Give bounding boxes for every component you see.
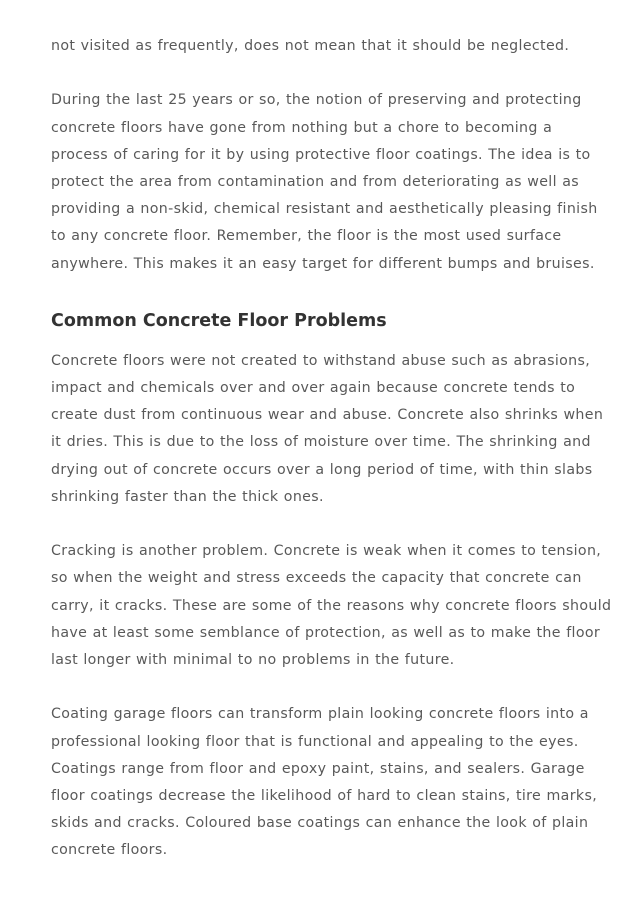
text-line: last longer with minimal to no problems in the future. bbox=[51, 652, 455, 669]
text-line: Cracking is another problem. Concrete is weak when it comes to tension, bbox=[51, 543, 602, 560]
paragraph-gap bbox=[51, 60, 591, 87]
text-line: anywhere. This makes it an easy target for different bumps and bruises. bbox=[51, 255, 595, 272]
text-line: impact and chemicals over and over again because concrete tends to bbox=[51, 380, 576, 397]
text-line: create dust from continuous wear and abuse. Concrete also shrinks when bbox=[51, 407, 604, 424]
text-line: Coating garage floors can transform plain looking concrete floors into a bbox=[51, 706, 589, 723]
text-line: floor coatings decrease the likelihood of hard to clean stains, tire marks, bbox=[51, 788, 598, 805]
text-line: professional looking floor that is functional and appealing to the eyes. bbox=[51, 733, 579, 750]
paragraph-intro-end bbox=[51, 33, 591, 60]
text-line: skids and cracks. Coloured base coatings can enhance the look of plain bbox=[51, 815, 589, 832]
text-line: During the last 25 years or so, the notion of preserving and protecting bbox=[51, 92, 582, 109]
paragraph-coatings bbox=[51, 701, 598, 864]
heading-spacer bbox=[51, 278, 591, 308]
text-line: concrete floors. bbox=[51, 842, 168, 859]
text-line: Concrete floors were not created to withstand abuse such as abrasions, bbox=[51, 352, 591, 369]
text-line: drying out of concrete occurs over a long period of time, with thin slabs bbox=[51, 461, 593, 478]
paragraph-gap bbox=[51, 511, 591, 538]
text-line: shrinking faster than the thick ones. bbox=[51, 488, 324, 505]
text-line: process of caring for it by using protective floor coatings. The idea is to bbox=[51, 146, 591, 163]
paragraph-problems bbox=[51, 348, 604, 511]
text-line: have at least some semblance of protection, as well as to make the floor bbox=[51, 624, 601, 641]
paragraph-cracking bbox=[51, 538, 612, 674]
paragraph-preserving bbox=[51, 87, 598, 277]
paragraph-gap bbox=[51, 674, 591, 701]
text-line: so when the weight and stress exceeds the capacity that concrete can bbox=[51, 570, 582, 587]
heading-spacer bbox=[51, 335, 591, 348]
text-line: concrete floors have gone from nothing but a chore to becoming a bbox=[51, 119, 553, 136]
text-line: not visited as frequently, does not mean that it should be neglected. bbox=[51, 38, 570, 54]
text-line: providing a non-skid, chemical resistant and aesthetically pleasing finish bbox=[51, 201, 598, 218]
text-line: Coatings range from floor and epoxy paint, stains, and sealers. Garage bbox=[51, 760, 585, 777]
text-line: protect the area from contamination and from deteriorating as well as bbox=[51, 174, 580, 190]
section-heading: Common Concrete Floor Problems bbox=[51, 310, 387, 331]
document-page bbox=[51, 33, 612, 865]
text-line: to any concrete floor. Remember, the floor is the most used surface bbox=[51, 228, 562, 245]
text-line: carry, it cracks. These are some of the reasons why concrete floors should bbox=[51, 597, 612, 614]
text-line: it dries. This is due to the loss of moisture over time. The shrinking and bbox=[51, 434, 591, 451]
